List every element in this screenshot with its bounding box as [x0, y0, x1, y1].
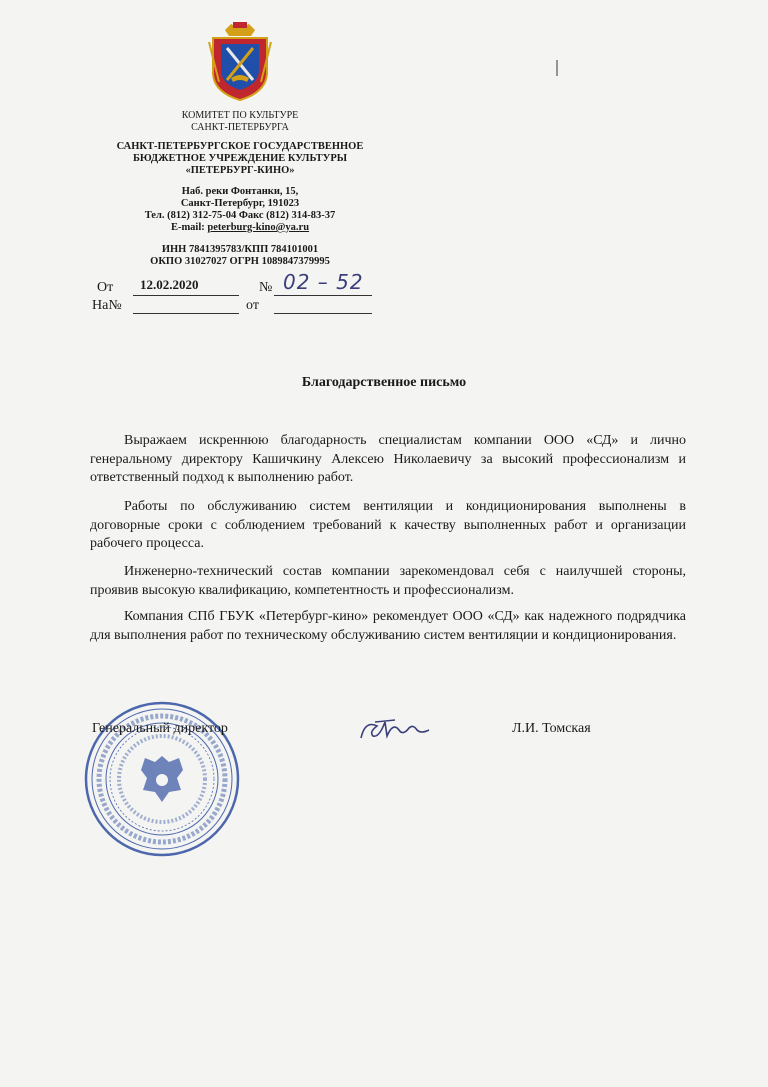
number-underline — [274, 294, 372, 296]
document-number: 02 – 52 — [283, 270, 364, 294]
organization-ids — [90, 244, 390, 268]
reference-date-underline — [274, 312, 372, 314]
committee-name — [90, 110, 390, 134]
paragraph-2: Работы по обслуживанию систем вентиляции и кондиционирования выполнены в договорные сроки с соблюдением требований к качеству выполненных работ и организации рабочего процесса. — [90, 499, 686, 551]
address-city: Санкт-Петербург, 191023 — [180, 198, 300, 209]
paragraph-1: Выражаем искреннюю благодарность специалистам компании ООО «СД» и лично генеральному директору Кашичкину Алексею Николаевичу за высокий профессионализм и ответственный подход к выполнению работ. — [90, 433, 686, 485]
date-underline — [133, 294, 239, 296]
address-street: Наб. реки Фонтанки, 15, — [181, 186, 299, 197]
organization-address — [90, 186, 390, 234]
coat-of-arms-icon — [205, 22, 275, 102]
paragraph-4: Компания СПб ГБУК «Петербург-кино» рекомендует ООО «СД» как надежного подрядчика для выполнения работ по техническому обслуживанию систем вентиляции и кондиционирования. — [90, 609, 686, 643]
reference-from-label: от — [246, 298, 259, 313]
organization-name — [90, 141, 390, 177]
email-link[interactable]: peterburg-kino@ya.ru — [207, 222, 310, 233]
pen-mark — [556, 60, 558, 76]
number-label: № — [259, 280, 273, 295]
email-label: E-mail: — [170, 222, 208, 233]
okpo-ogrn: ОКПО 31027027 ОГРН 1089847379995 — [150, 256, 330, 267]
org-line-3: «ПЕТЕРБУРГ-КИНО» — [185, 165, 295, 176]
committee-line-2: САНКТ-ПЕТЕРБУРГА — [191, 122, 289, 133]
handwritten-signature — [355, 708, 435, 748]
signer-name: Л.И. Томская — [512, 721, 591, 736]
email-line — [90, 222, 390, 234]
org-line-2: БЮДЖЕТНОЕ УЧРЕЖДЕНИЕ КУЛЬТУРЫ — [132, 153, 348, 164]
letter-title: Благодарственное письмо — [301, 375, 467, 390]
from-label: От — [97, 280, 114, 295]
document-date: 12.02.2020 — [140, 277, 199, 292]
org-line-1: САНКТ-ПЕТЕРБУРГСКОЕ ГОСУДАРСТВЕННОЕ — [116, 141, 364, 152]
reference-underline — [133, 312, 239, 314]
inn-kpp: ИНН 7841395783/КПП 784101001 — [161, 244, 319, 255]
reference-label: На№ — [92, 298, 122, 313]
phone-fax: Тел. (812) 312-75-04 Факс (812) 314-83-37 — [144, 210, 336, 221]
paragraph-3: Инженерно-технический состав компании зарекомендовал себя с наилучшей стороны, проявив высокую квалификацию, компетентность и профессионализм. — [90, 564, 686, 598]
committee-line-1: КОМИТЕТ ПО КУЛЬТУРЕ — [181, 110, 299, 121]
signer-role: Генеральный директор — [92, 721, 228, 736]
